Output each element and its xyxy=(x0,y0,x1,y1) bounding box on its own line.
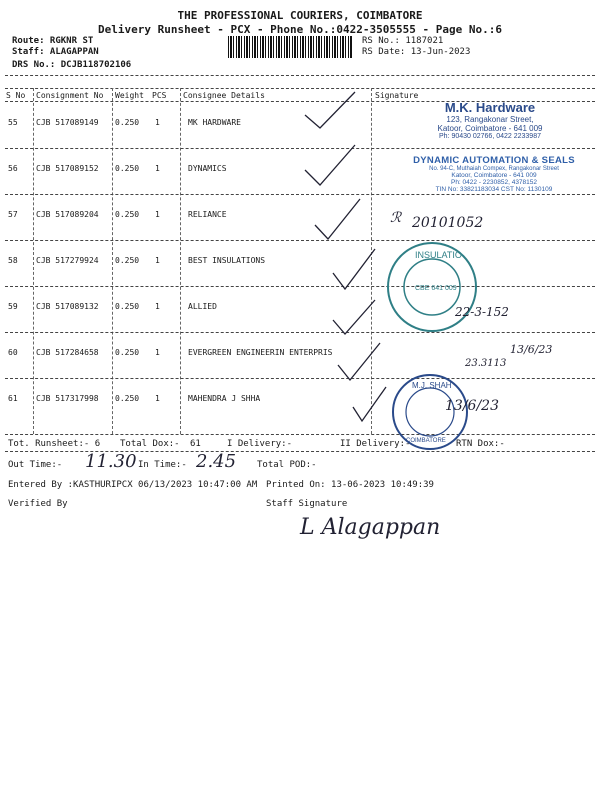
row-pcs: 1 xyxy=(155,118,160,127)
checkmark-icon xyxy=(330,298,380,338)
row-sno: 55 xyxy=(8,118,18,127)
stamp-line: TIN No: 33821183034 CST No: 1130109 xyxy=(435,186,553,193)
staff-signature-label: Staff Signature xyxy=(266,499,348,509)
col-signature: Signature xyxy=(375,91,419,100)
row-sno: 61 xyxy=(8,394,18,403)
row-consignment: CJB 517089132 xyxy=(36,302,99,311)
row-consignee: DYNAMICS xyxy=(188,164,227,173)
row-pcs: 1 xyxy=(155,394,160,403)
row-consignment: CJB 517279924 xyxy=(36,256,99,265)
evergreen-note-2: 23.3113 xyxy=(465,358,507,369)
in-time-label: In Time:- xyxy=(138,460,187,470)
total-runsheet: Tot. Runsheet:- 6 xyxy=(8,439,101,449)
reliance-note: 20101052 xyxy=(412,215,484,231)
checkmark-icon xyxy=(300,140,360,190)
drs-number: DRS No.: DCJB118702106 xyxy=(12,60,132,70)
mk-hardware-stamp xyxy=(395,100,585,140)
stamp-line: Katoor, Coimbatore - 641 009 xyxy=(451,172,537,179)
divider xyxy=(5,194,595,195)
out-time-label: Out Time:- xyxy=(8,460,63,470)
row-consignment: CJB 517089149 xyxy=(36,118,99,127)
divider xyxy=(5,286,595,287)
stamp-name: DYNAMIC AUTOMATION & SEALS xyxy=(413,155,575,166)
checkmark-icon xyxy=(335,340,385,385)
staff-signature: L Alagappan xyxy=(300,515,441,540)
column-line xyxy=(112,88,113,434)
row-weight: 0.250 xyxy=(115,394,140,403)
col-sno: S No xyxy=(6,91,26,100)
divider xyxy=(5,240,595,241)
row-pcs: 1 xyxy=(155,164,160,173)
stamp-line: Ph: 0422 - 2230852, 4378152 xyxy=(450,179,538,186)
runsheet-subtitle: Delivery Runsheet - PCX - Phone No.:0422-3505555 - Page No.:6 xyxy=(98,23,502,36)
best-insulations-stamp xyxy=(385,240,480,335)
row-consignee: ALLIED xyxy=(188,302,217,311)
stamp-line: No. 94-C, Muthaiah Compex, Rangakonar Street xyxy=(429,166,559,172)
divider xyxy=(5,75,595,76)
row-sno: 56 xyxy=(8,164,18,173)
signature-scribble: ℛ xyxy=(390,210,402,226)
col-consignee: Consignee Details xyxy=(183,91,265,100)
row-consignee: MK HARDWARE xyxy=(188,118,241,127)
stamp-ring-text: COIMBATORE xyxy=(406,438,446,444)
row-pcs: 1 xyxy=(155,348,160,357)
rtn-dox: RTN Dox:- xyxy=(456,439,505,449)
checkmark-icon xyxy=(350,385,390,425)
col-consignment: Consignment No xyxy=(36,91,104,100)
row-consignment: CJB 517089204 xyxy=(36,210,99,219)
checkmark-icon xyxy=(330,245,380,295)
row-weight: 0.250 xyxy=(115,118,140,127)
row-sno: 57 xyxy=(8,210,18,219)
row-sno: 58 xyxy=(8,256,18,265)
divider xyxy=(5,332,595,333)
row-pcs: 1 xyxy=(155,256,160,265)
total-dox-value: 61 xyxy=(190,439,201,449)
stamp-name: M.K. Hardware xyxy=(444,100,536,115)
stamp-ring-text: M.J. SHAH xyxy=(412,381,452,390)
evergreen-note: 13/6/23 xyxy=(510,343,553,356)
stamp-center-text: CBE 641 009 xyxy=(415,285,457,292)
col-pcs: PCS xyxy=(152,91,167,100)
allied-note: 22-3-152 xyxy=(455,305,509,319)
rs-date: RS Date: 13-Jun-2023 xyxy=(362,47,471,57)
total-dox-label: Total Dox:- xyxy=(120,439,180,449)
row-weight: 0.250 xyxy=(115,210,140,219)
row-consignment: CJB 517284658 xyxy=(36,348,99,357)
row-weight: 0.250 xyxy=(115,348,140,357)
verified-by: Verified By xyxy=(8,499,68,509)
row-consignment: CJB 517317998 xyxy=(36,394,99,403)
row-consignee: EVERGREEN ENGINEERIN ENTERPRIS xyxy=(188,348,333,357)
row-consignee: RELIANCE xyxy=(188,210,227,219)
row-weight: 0.250 xyxy=(115,256,140,265)
stamp-line: Ph: 90430 02766, 0422 2233987 xyxy=(439,133,541,140)
out-time-value: 11.30 xyxy=(85,451,137,472)
company-title: THE PROFESSIONAL COURIERS, COIMBATORE xyxy=(177,9,423,22)
i-delivery: I Delivery:- xyxy=(227,439,293,449)
ii-delivery: II Delivery:- xyxy=(340,439,411,449)
row-pcs: 1 xyxy=(155,210,160,219)
row-weight: 0.250 xyxy=(115,302,140,311)
total-pod-label: Total POD:- xyxy=(257,460,317,470)
staff: Staff: ALAGAPPAN xyxy=(12,47,99,57)
row-consignment: CJB 517089152 xyxy=(36,164,99,173)
row-consignee: MAHENDRA J SHHA xyxy=(188,394,261,403)
divider xyxy=(5,378,595,379)
col-weight: Weight xyxy=(115,91,144,100)
route: Route: RGKNR ST xyxy=(12,36,94,46)
in-time-value: 2.45 xyxy=(196,451,237,472)
dynamic-automation-stamp xyxy=(395,155,593,193)
printed-on: Printed On: 13-06-2023 10:49:39 xyxy=(266,480,434,490)
row-sno: 60 xyxy=(8,348,18,357)
divider xyxy=(5,434,595,435)
row-sno: 59 xyxy=(8,302,18,311)
checkmark-icon xyxy=(300,90,360,130)
column-line xyxy=(180,88,181,434)
column-line xyxy=(33,88,34,434)
entered-by: Entered By :KASTHURIPCX 06/13/2023 10:47:00 AM xyxy=(8,480,258,490)
row-pcs: 1 xyxy=(155,302,160,311)
shah-note: 13/6/23 xyxy=(445,398,499,414)
divider xyxy=(5,88,595,89)
stamp-line: Katoor, Coimbatore - 641 009 xyxy=(437,124,543,133)
barcode xyxy=(228,36,353,58)
stamp-ring-text: INSULATIO xyxy=(415,250,462,260)
checkmark-icon xyxy=(310,195,365,245)
row-consignee: BEST INSULATIONS xyxy=(188,256,266,265)
rs-number: RS No.: 1187021 xyxy=(362,36,444,46)
stamp-line: 123, Rangakonar Street, xyxy=(446,115,534,124)
row-weight: 0.250 xyxy=(115,164,140,173)
